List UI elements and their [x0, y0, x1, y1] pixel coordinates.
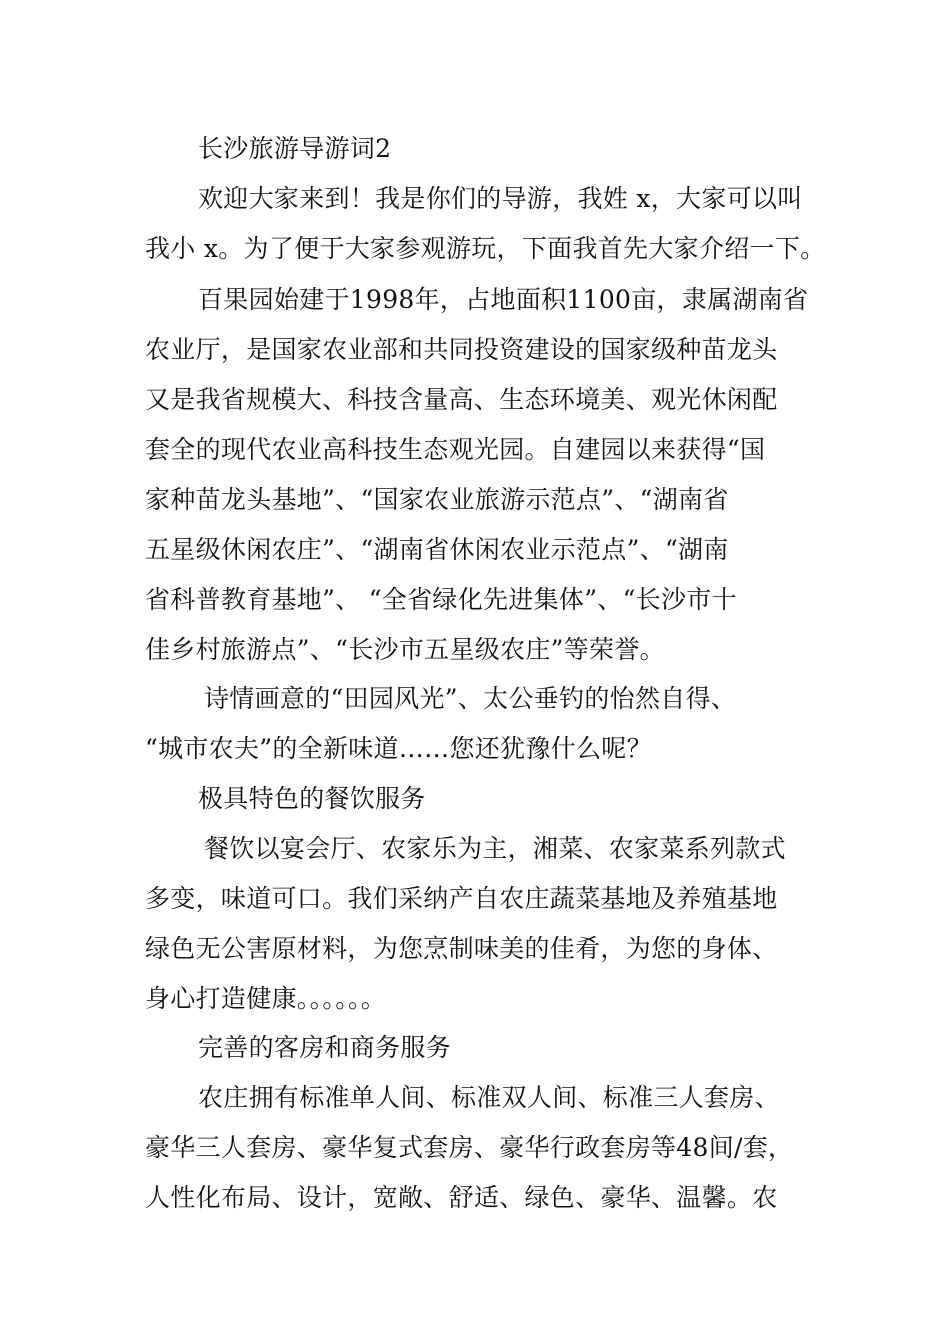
section-heading-dining: 极具特色的餐饮服务 — [198, 784, 426, 813]
paragraph-line: 豪华三人套房、豪华复式套房、豪华行政套房等48间/套， — [145, 1133, 794, 1162]
paragraph-line: 多变，味道可口。我们采纳产自农庄蔬菜基地及养殖基地 — [145, 884, 778, 913]
paragraph-line: 身心打造健康。。。。。。 — [145, 984, 387, 1013]
paragraph-line: 绿色无公害原材料，为您烹制味美的佳肴，为您的身体、 — [145, 934, 778, 963]
paragraph-line: 农庄拥有标准单人间、标准双人间、标准三人套房、 — [198, 1083, 780, 1112]
section-heading-rooms: 完善的客房和商务服务 — [198, 1033, 452, 1062]
paragraph-line: 百果园始建于1998年，占地面积1100亩，隶属湖南省 — [198, 285, 809, 314]
paragraph-line: 佳乡村旅游点”、“长沙市五星级农庄”等荣誉。 — [145, 635, 665, 664]
paragraph-line: 省科普教育基地”、 “全省绿化先进集体”、“长沙市十 — [145, 585, 737, 614]
paragraph-line: 农业厅，是国家农业部和共同投资建设的国家级种苗龙头 — [145, 335, 778, 364]
paragraph-line: 诗情画意的“田园风光”、太公垂钓的怡然自得、 — [204, 684, 737, 713]
paragraph-line: 家种苗龙头基地”、“国家农业旅游示范点”、“湖南省 — [145, 485, 729, 514]
paragraph-line: 五星级休闲农庄”、“湖南省休闲农业示范点”、“湖南 — [145, 535, 729, 564]
paragraph-line: 人性化布局、设计，宽敞、舒适、绿色、豪华、温馨。农 — [145, 1183, 778, 1212]
paragraph-line: 套全的现代农业高科技生态观光园。自建园以来获得“国 — [145, 435, 766, 464]
paragraph-line: 欢迎大家来到！我是你们的导游，我姓 x，大家可以叫 — [198, 184, 803, 213]
paragraph-line: 餐饮以宴会厅、农家乐为主，湘菜、农家菜系列款式 — [204, 834, 786, 863]
document-title: 长沙旅游导游词2 — [198, 134, 392, 163]
paragraph-line: 又是我省规模大、科技含量高、生态环境美、观光休闲配 — [145, 385, 778, 414]
paragraph-line: 我小 x。为了便于大家参观游玩，下面我首先大家介绍一下。 — [145, 234, 826, 263]
paragraph-line: “城市农夫”的全新味道……您还犹豫什么呢？ — [145, 734, 652, 763]
